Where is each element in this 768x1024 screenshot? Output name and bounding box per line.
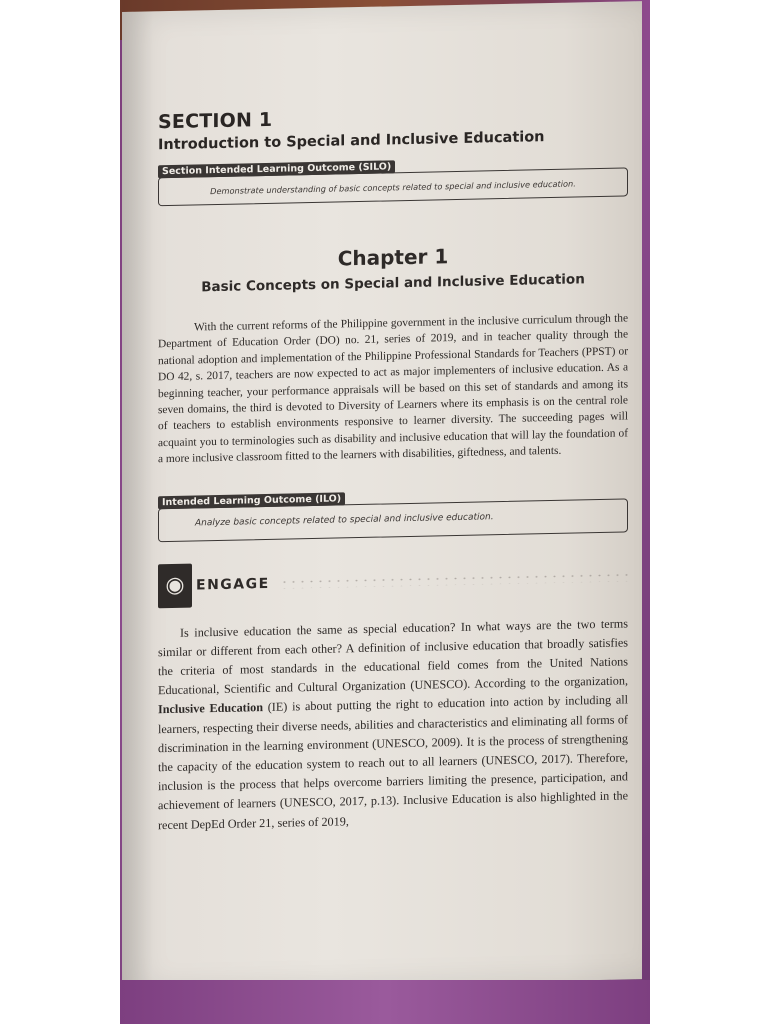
intro-paragraph: With the current reforms of the Philippine government in the inclusive curriculum through the Department of Education Order (DO) no. 21, series of 2019, and in teacher quality through the national adoption and implementation of the Philippine Professional Standards for Teachers (PPST) or DO 42, s. 2017, teachers are now expected to act as major implementers of inclusive education. As a beginning teacher, your performance appraisals will be based on this set of standards and among its seven domains, the third is devoted to Diversity of Learners where its emphasis is on the central role of teachers to establish environments responsive to learner diversity. The succeeding pages will acquaint you to terminologies such as disability and inclusive education that will lay the foundation of a more inclusive classroom fitted to the learners with disabilities, giftedness, and talents. (158, 312, 628, 466)
silo-block (158, 151, 628, 206)
dotted-divider (280, 571, 628, 588)
section-title: Introduction to Special and Inclusive Education (158, 129, 545, 154)
engage-label: ENGAGE (196, 575, 270, 594)
silo-tag: Section Intended Learning Outcome (SILO) (158, 160, 395, 178)
lightbulb-head-icon: ◉ (158, 563, 192, 608)
background-surface-bottom (120, 980, 650, 1024)
inclusive-education-term: Inclusive Education (158, 700, 263, 717)
book-photo (120, 0, 650, 1024)
ilo-tag: Intended Learning Outcome (ILO) (158, 492, 345, 509)
ilo-text: Analyze basic concepts related to special and inclusive education. (195, 511, 494, 529)
section-label: SECTION 1 (158, 108, 273, 134)
engage-text-part-2: (IE) is about putting the right to education into action by including all learners, respecting their diverse needs, abilities and characteristics and eliminating all forms of discrimination in the learning environment (UNESCO, 2009). It is the process of strengthening the capacity of the education system to reach out to all learners (UNESCO, 2017). Therefore, inclusion is the process that helps overcome barriers limiting the presence, participation, and achievement of learners (UNESCO, 2017, p.13). Inclusive Education is also highlighted in the recent DepEd Order 21, series of 2019, (158, 692, 628, 832)
engage-paragraph (158, 614, 628, 835)
engage-text-part-1: Is inclusive education the same as special education? In what ways are the two terms similar or different from each other? A definition of inclusive education that broadly satisfies the criteria of most standards in the educational field comes from the United Nations Educational, Scientific and Cultural Organization (UNESCO). According to the organization, (158, 616, 628, 698)
chapter-title: Basic Concepts on Special and Inclusive Education (201, 271, 585, 296)
silo-text: Demonstrate understanding of basic concepts related to special and inclusive education. (210, 178, 576, 197)
book-page (122, 1, 642, 990)
engage-header (158, 554, 628, 608)
page-content (158, 101, 628, 835)
chapter-label: Chapter 1 (337, 244, 449, 271)
ilo-block (158, 482, 628, 542)
